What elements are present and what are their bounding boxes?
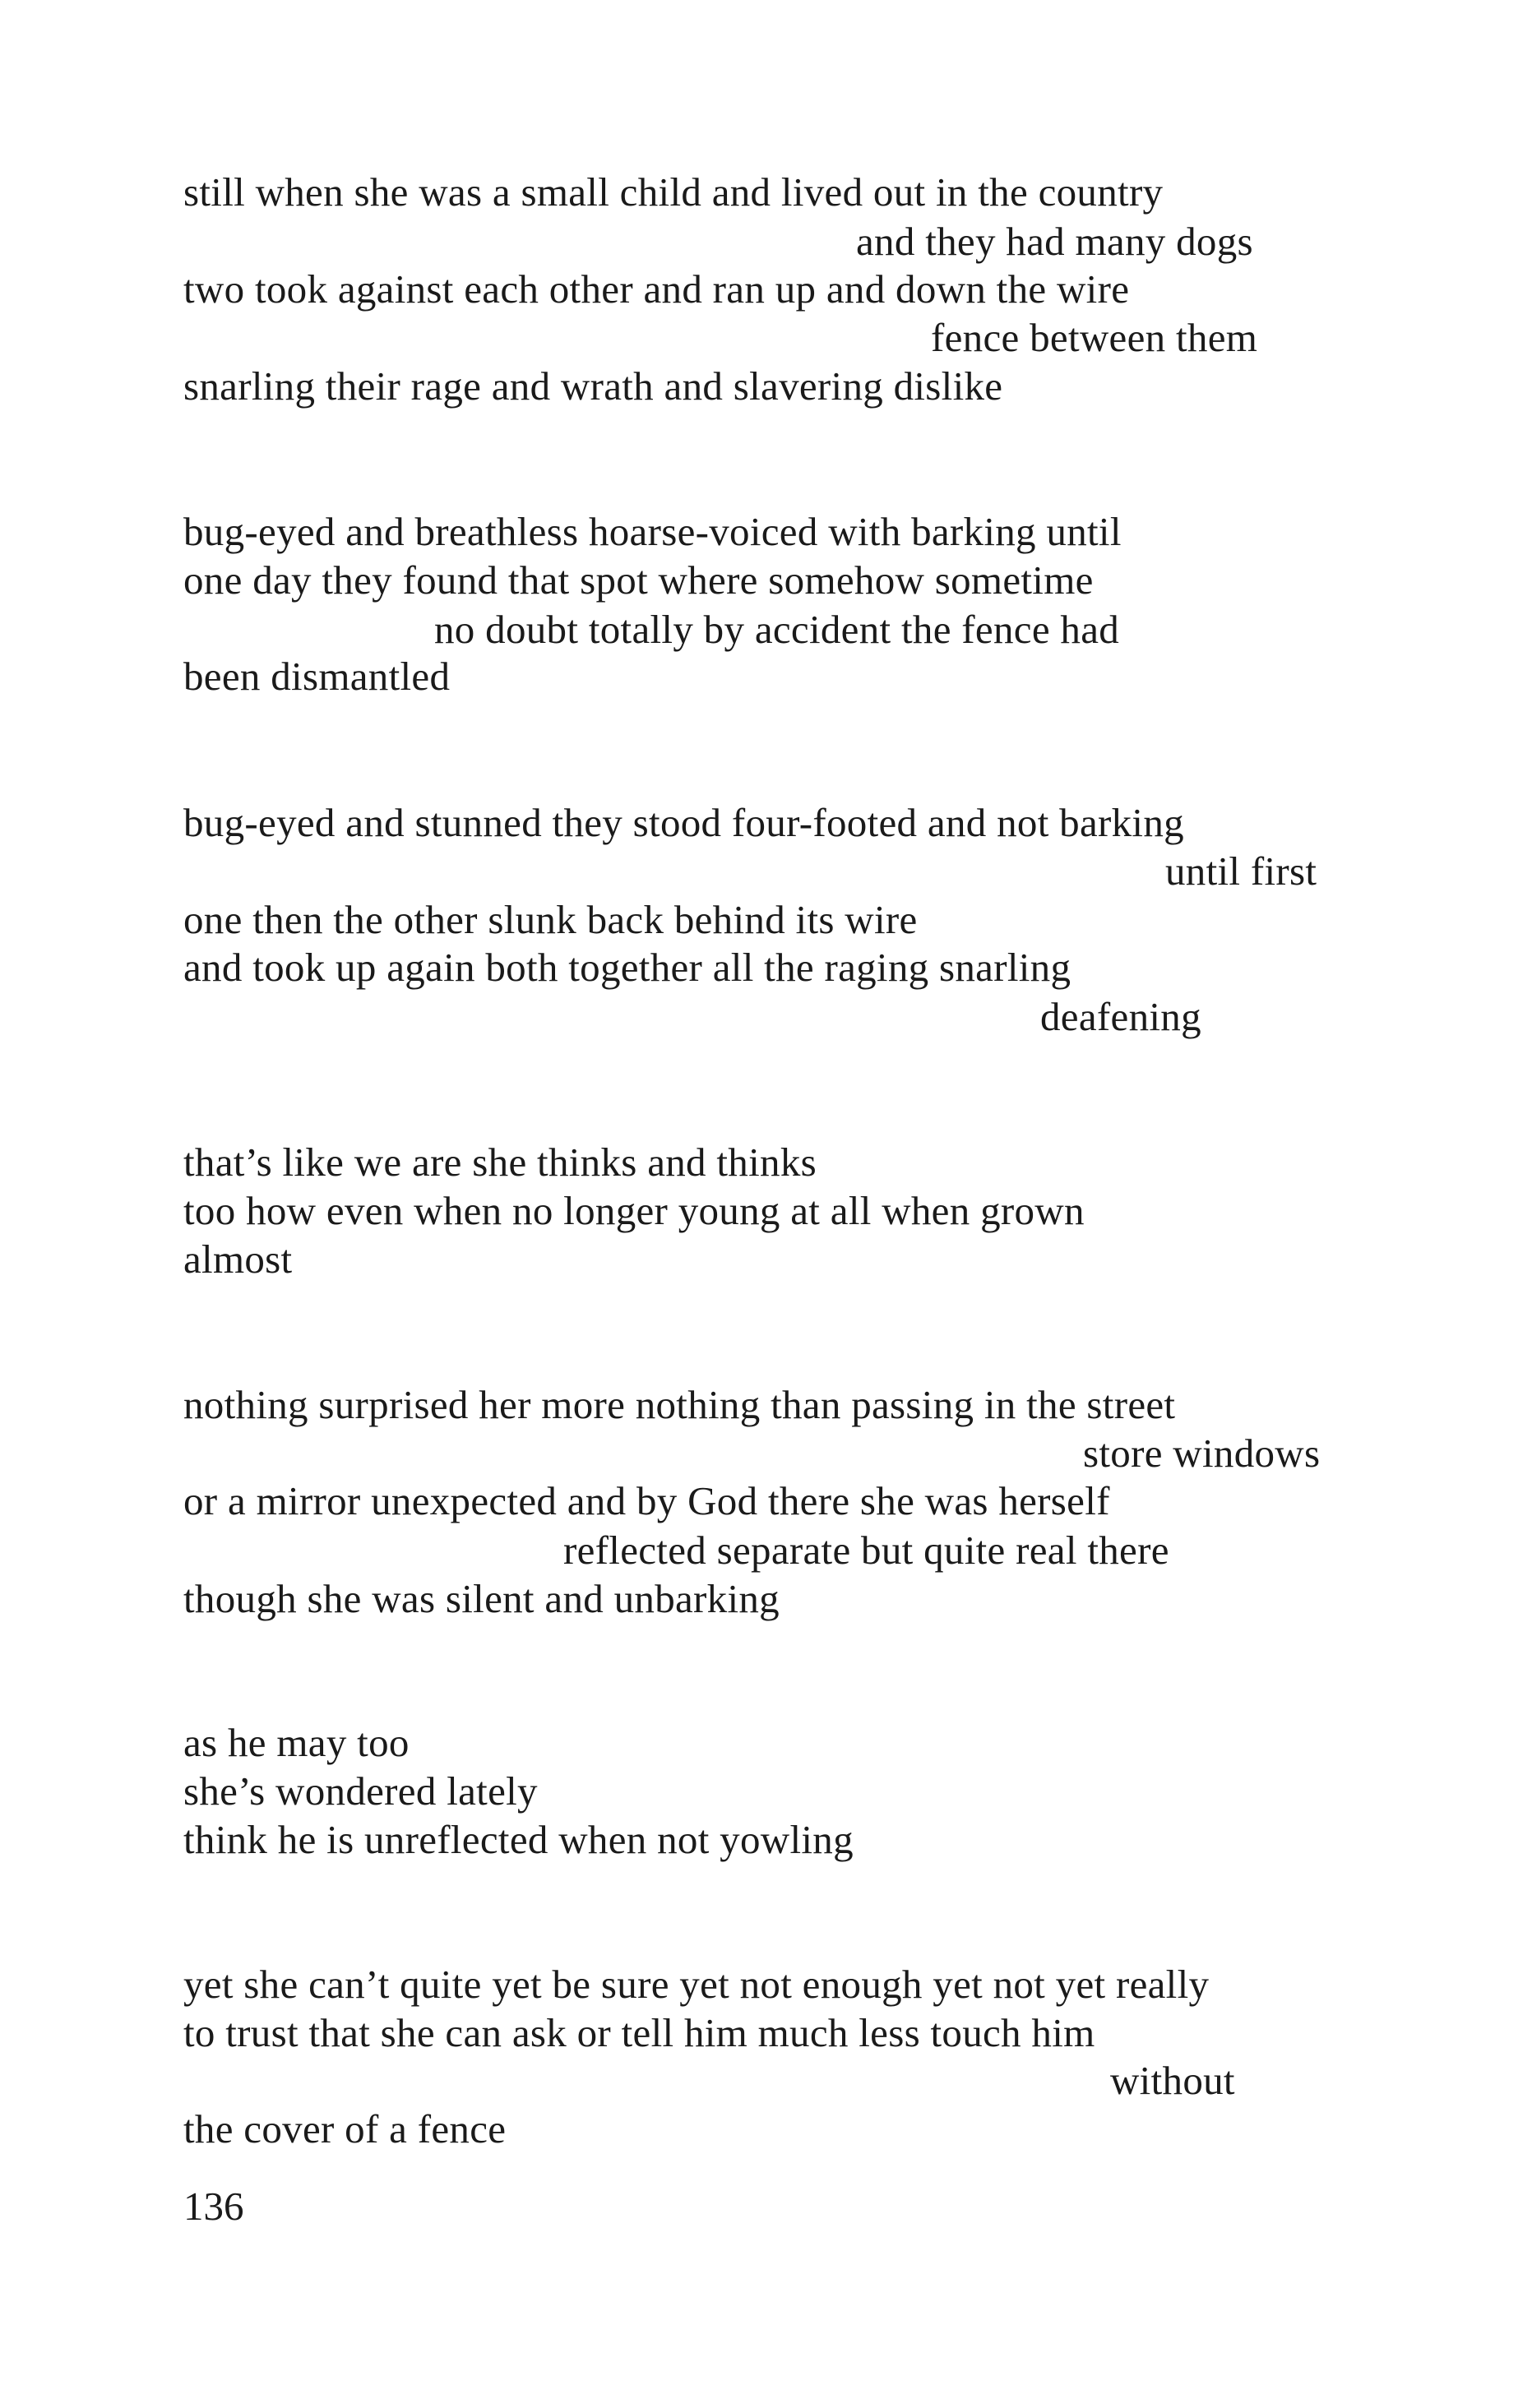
poem-line: the cover of a fence — [183, 2106, 507, 2151]
poem-line: without — [1110, 2058, 1235, 2103]
poem-line: no doubt totally by accident the fence had — [434, 607, 1120, 652]
poem-line: almost — [183, 1236, 293, 1282]
poem-line: two took against each other and ran up and down the wire — [183, 266, 1130, 312]
poem-line: reflected separate but quite real there — [563, 1528, 1169, 1573]
poem-line: store windows — [1083, 1430, 1321, 1476]
poem-line: yet she can’t quite yet be sure yet not enough yet not yet really — [183, 1962, 1210, 2007]
poem-line: as he may too — [183, 1720, 410, 1765]
poem-line: deafening — [1040, 994, 1201, 1039]
poem-line: and took up again both together all the raging snarling — [183, 945, 1071, 990]
poem-line: she’s wondered lately — [183, 1768, 538, 1814]
poem-line: that’s like we are she thinks and thinks — [183, 1139, 817, 1185]
poem-line: and they had many dogs — [856, 219, 1253, 264]
poem-line: too how even when no longer young at all when grown — [183, 1188, 1085, 1233]
page-number: 136 — [183, 2184, 244, 2229]
poem-line: still when she was a small child and lived out in the country — [183, 169, 1164, 215]
poem-line: or a mirror unexpected and by God there she was herself — [183, 1478, 1110, 1523]
poem-line: nothing surprised her more nothing than passing in the street — [183, 1382, 1176, 1427]
poem-line: though she was silent and unbarking — [183, 1576, 780, 1621]
poem-line: fence between them — [931, 315, 1258, 360]
poem-line: bug-eyed and breathless hoarse-voiced with barking until — [183, 509, 1122, 554]
poem-line: one then the other slunk back behind its wire — [183, 897, 918, 942]
poem-line: to trust that she can ask or tell him much less touch him — [183, 2010, 1095, 2055]
poem-line: snarling their rage and wrath and slavering dislike — [183, 363, 1003, 409]
poem-line: think he is unreflected when not yowling — [183, 1817, 854, 1862]
poem-line: bug-eyed and stunned they stood four-footed and not barking — [183, 800, 1184, 845]
poem-line: one day they found that spot where somehow sometime — [183, 557, 1094, 603]
poem-line: until first — [1165, 848, 1317, 894]
poem-line: been dismantled — [183, 654, 451, 699]
